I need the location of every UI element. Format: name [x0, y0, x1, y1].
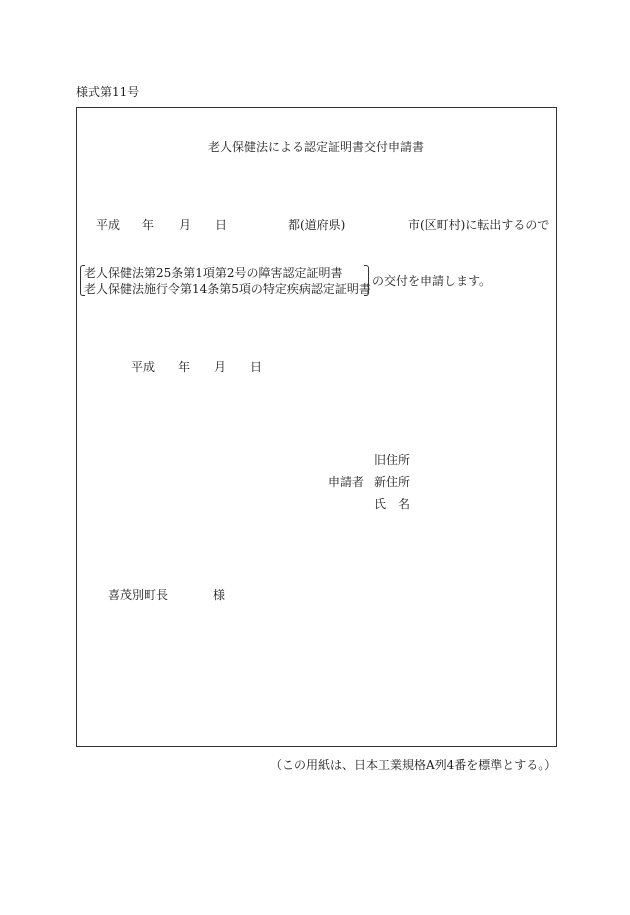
certificate-request-text: の交付を申請します。: [372, 274, 492, 288]
date-year-label: 年: [178, 360, 191, 374]
transfer-year-label: 年: [142, 218, 155, 232]
date-month-label: 月: [214, 360, 227, 374]
transfer-day-label: 日: [215, 218, 228, 232]
transfer-city-label: 市(区町村)に転出するので: [408, 218, 550, 232]
addressee-name: 喜茂別町長: [108, 588, 169, 602]
name-label: 氏 名: [374, 497, 411, 511]
certificate-specific-disease: 老人保健法施行令第14条第5項の特定疾病認定証明書: [84, 282, 371, 296]
transfer-era: 平成: [96, 218, 121, 232]
form-number: 様式第11号: [76, 85, 140, 99]
addressee-honorific: 様: [213, 588, 226, 602]
old-address-label: 旧住所: [374, 453, 411, 467]
new-address-label: 新住所: [374, 475, 411, 489]
date-day-label: 日: [250, 360, 263, 374]
date-era: 平成: [131, 360, 156, 374]
form-title: 老人保健法による認定証明書交付申請書: [208, 140, 425, 154]
certificate-disability: 老人保健法第25条第1項第2号の障害認定証明書: [84, 266, 343, 280]
transfer-prefecture-label: 都(道府県): [288, 218, 346, 232]
transfer-month-label: 月: [179, 218, 192, 232]
application-form: [76, 107, 557, 747]
right-bracket: [364, 265, 369, 296]
footnote: （この用紙は、日本工業規格A列4番を標準とする。）: [270, 758, 557, 772]
applicant-label: 申請者: [328, 475, 365, 489]
